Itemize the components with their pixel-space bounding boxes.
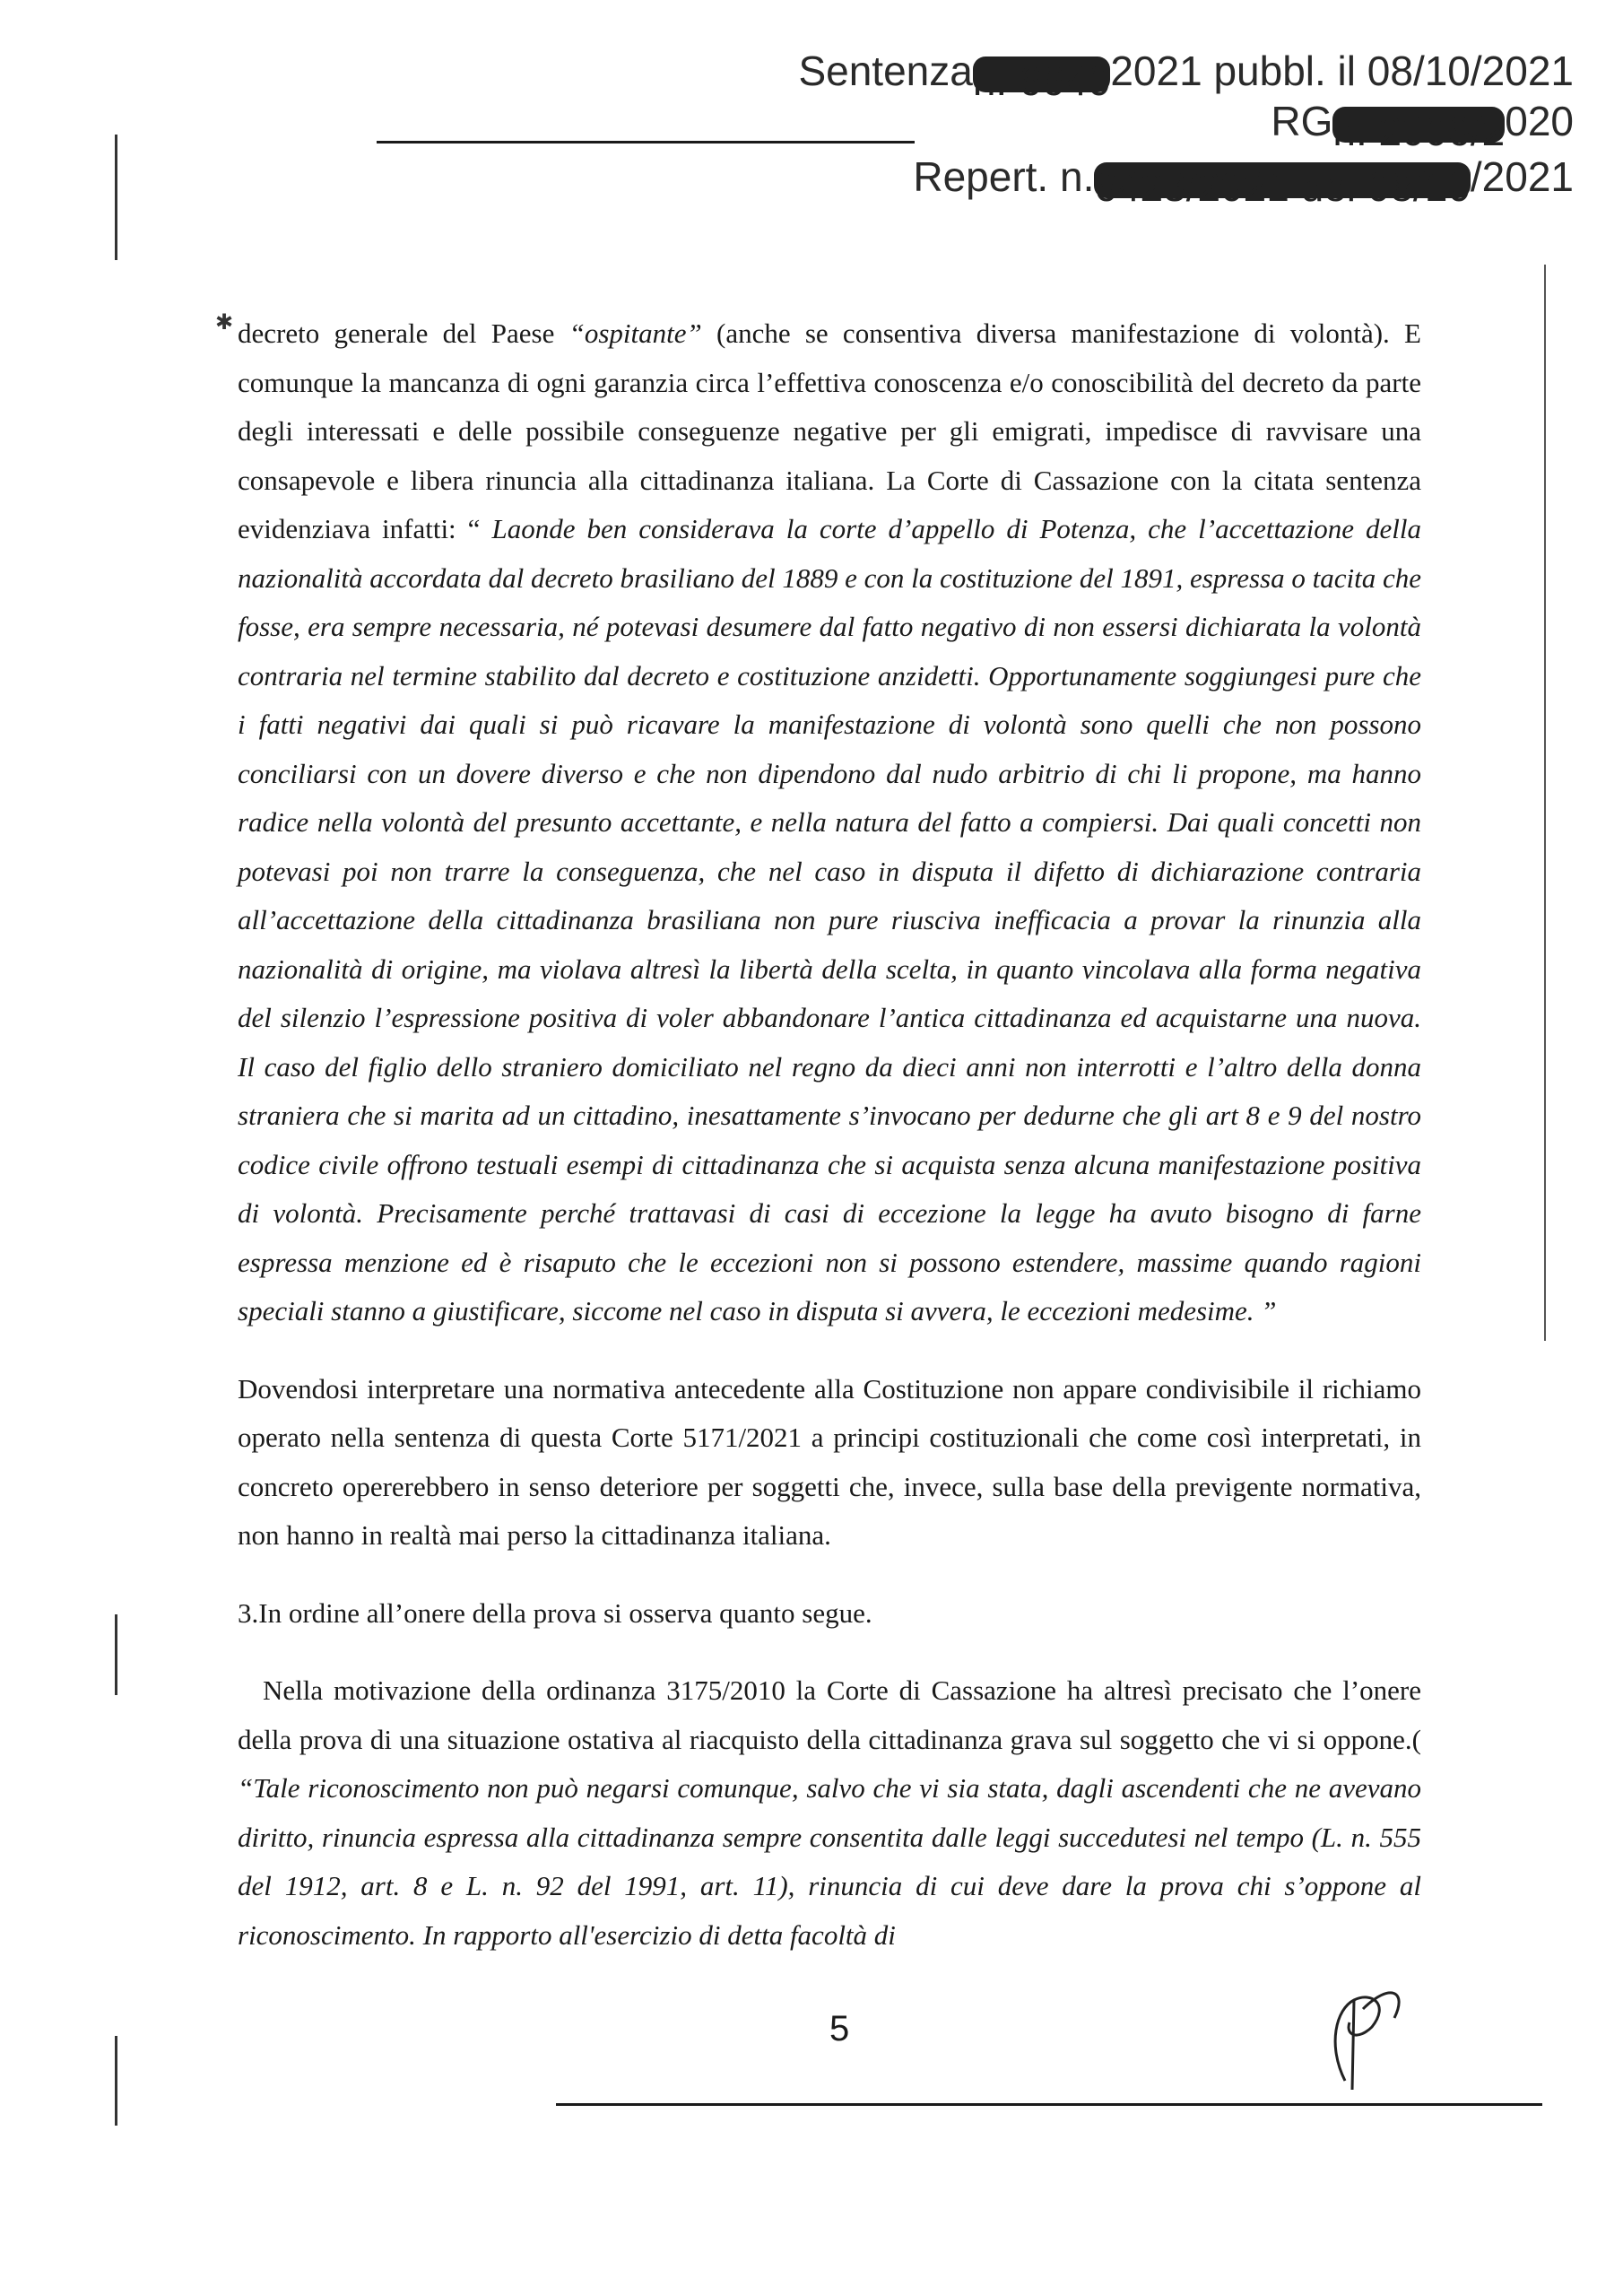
redaction-block: n. 6640 bbox=[972, 57, 1111, 104]
paragraph-constitution: Dovendosi interpretare una normativa antecedente alla Costituzione non appare condivisibile il richiamo operato nella sentenza di questa Corte 5171/2021 a principi costituzionali che come così interpretati, in concreto opererebbero in senso deteriore per soggetti che, invece, sulla base della previgente normativa, non hanno in realtà mai perso la cittadinanza italiana. bbox=[238, 1372, 1421, 1551]
header-sentenza-date: 2021 pubbl. il 08/10/2021 bbox=[1110, 48, 1574, 94]
right-margin-line bbox=[1544, 265, 1546, 1341]
signature-initials bbox=[1309, 1973, 1417, 2099]
header-repert bbox=[913, 152, 1574, 210]
header-repert-label: Repert. n. bbox=[913, 153, 1095, 200]
header-rule bbox=[377, 141, 915, 144]
text-run: Laonde ben considerava la corte d’appello di Potenza, che l’accettazione della nazionalità accordata dal decreto brasiliano del 1889 e con la costituzione del 1891, espressa o tacita che fosse, era sempre necessaria, né potevasi desumere dal fatto negativo di non essersi dichiarata la volontà contraria nel termine stabilito dal decreto e costituzione anzidetti. Opportunamente soggiungesi pure che i fatti negativi dai quali si può ricavare la manifestazione di volontà sono quelli che non possono conciliarsi con un dovere diverso e che non dipendono dal nudo arbitrio di chi li propone, ma hanno radice nella volontà del presunto accettante, e nella natura del fatto a compiersi. Dai quali concetti non potevasi poi non trarre la conseguenza, che nel caso in disputa il difetto di dichiarazione contraria all’accettazione della cittadinanza brasiliana non pure riusciva inefficacia a provar la rinunzia alla nazionalità di origine, ma violava altresì la libertà della scelta, in quanto vincolava alla forma negativa del silenzio l’espressione positiva di voler abbandonare l’antica cittadinanza ed acquistarne una nuova. Il caso del figlio dello straniero domiciliato nel regno da dieci anni non interrotti e l’altro della donna straniera che si marita ad un cittadino, inesattamente s’invocano per dedurne che gli art 8 e 9 del nostro codice civile offrono testuali esempi di cittadinanza che si acquista senza alcuna manifestazione positiva di volontà. Precisamente perché trattavasi di casi di eccezione la legge ha avuto bisogno di farne espressa menzione ed è risaputo che le eccezioni non si possono estendere, massime quando ragioni speciali stanno a giustificare, siccome nel caso in disputa si avvera, le eccezioni medesime. ” bbox=[238, 513, 1421, 1326]
footer-rule bbox=[556, 2103, 1542, 2106]
left-margin-line bbox=[115, 135, 117, 260]
left-margin-line bbox=[115, 1614, 117, 1695]
paragraph-onere-heading: 3.In ordine all’onere della prova si osserva quanto segue. bbox=[238, 1596, 872, 1629]
paragraph-quote bbox=[238, 309, 1421, 1336]
text-run: decreto generale del Paese bbox=[238, 317, 569, 349]
header-rg bbox=[1271, 97, 1574, 154]
text-run: “ospitante” bbox=[568, 317, 702, 349]
document-body bbox=[238, 309, 1421, 1960]
redaction-block: n. 2006/2 bbox=[1332, 107, 1506, 154]
text-run: “Tale riconoscimento non può negarsi comunque, salvo che vi sia stata, dagli ascendenti che ne avevano diritto, rinuncia espressa alla cittadinanza sempre consentita dalle leggi succedutesi nel tempo (L. n. 555 del 1912, art. 8 e L. n. 92 del 1991, art. 11), rinuncia di cui deve dare la prova chi s’oppone al riconoscimento. In rapporto all'esercizio di detta facoltà di bbox=[238, 1772, 1421, 1951]
header-repert-year: /2021 bbox=[1470, 153, 1574, 200]
text-run: (anche se consentiva diversa manifestazione di volontà). E comunque la mancanza di ogni garanzia circa l’effettiva conoscenza e/o conoscibilità del decreto da parte degli interessati e delle possibile conseguenze negative per gli emigrati, impedisce di ravvisare una consapevole e libera rinuncia alla cittadinanza italiana. La Corte di Cassazione con la citata sentenza evidenziava infatti: “ bbox=[238, 317, 1421, 544]
redaction-block: 6423/2021 del 08/10 bbox=[1094, 162, 1471, 210]
page-number: 5 bbox=[829, 2009, 850, 2048]
header-sentenza bbox=[798, 47, 1574, 104]
paragraph-ordinanza bbox=[238, 1666, 1421, 1960]
text-run: Nella motivazione della ordinanza 3175/2010 la Corte di Cassazione ha altresì precisato che l’onere della prova di una situazione ostativa al riacquisto della cittadinanza grava sul soggetto che vi si oppone.( bbox=[238, 1674, 1421, 1755]
header-sentenza-label: Sentenza bbox=[798, 48, 973, 94]
margin-mark: ✱ bbox=[215, 311, 234, 335]
left-margin-line bbox=[115, 2036, 117, 2126]
header-rg-label: RG bbox=[1271, 98, 1333, 144]
header-rg-year: 020 bbox=[1505, 98, 1574, 144]
